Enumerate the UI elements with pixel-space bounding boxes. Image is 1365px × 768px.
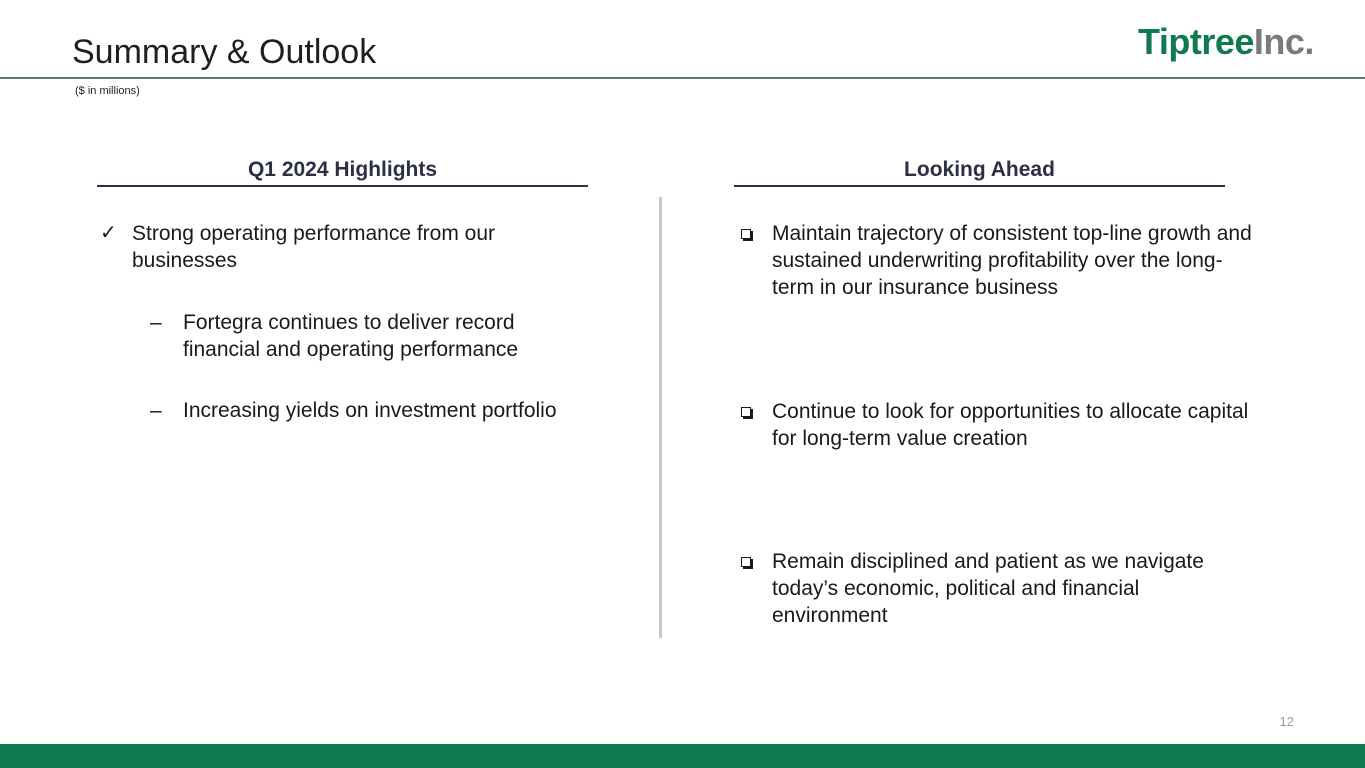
outlook-item [740,548,1260,629]
highlight-subitem-text: Fortegra continues to deliver record financial and operating performance [183,311,519,361]
page-title: Summary & Outlook [72,33,377,71]
highlight-item [100,220,550,274]
dash-icon: – [150,311,162,334]
company-logo [1138,20,1314,64]
footer-bar [0,744,1365,768]
highlight-subitem [150,397,560,424]
highlight-item-text: Strong operating performance from our businesses [132,222,496,272]
column-divider [659,197,662,638]
outlook-heading: Looking Ahead [904,158,1055,181]
check-icon: ✓ [100,222,117,244]
highlights-heading: Q1 2024 Highlights [247,158,438,181]
highlights-heading-rule [97,185,588,187]
box-bullet-icon [741,557,751,567]
outlook-item-text: Remain disciplined and patient as we navigate today’s economic, political and financial environment [772,550,1204,627]
units-note: ($ in millions) [75,85,140,97]
page-number: 12 [1279,714,1294,729]
dash-icon: – [150,399,162,422]
box-bullet-icon [741,229,751,239]
logo-brand-text: Tiptree [1138,21,1254,62]
outlook-heading-rule [734,185,1225,187]
outlook-item-text: Maintain trajectory of consistent top-line growth and sustained underwriting profitability over the long-term in our insurance business [772,222,1252,299]
outlook-item [740,220,1260,301]
outlook-item-text: Continue to look for opportunities to allocate capital for long-term value creation [772,400,1249,450]
highlight-subitem-text: Increasing yields on investment portfolio [183,399,557,422]
outlook-item [740,398,1260,452]
highlight-subitem [150,309,560,363]
header-divider [0,77,1365,79]
box-bullet-icon [741,407,751,417]
logo-suffix-text: Inc. [1253,21,1314,62]
